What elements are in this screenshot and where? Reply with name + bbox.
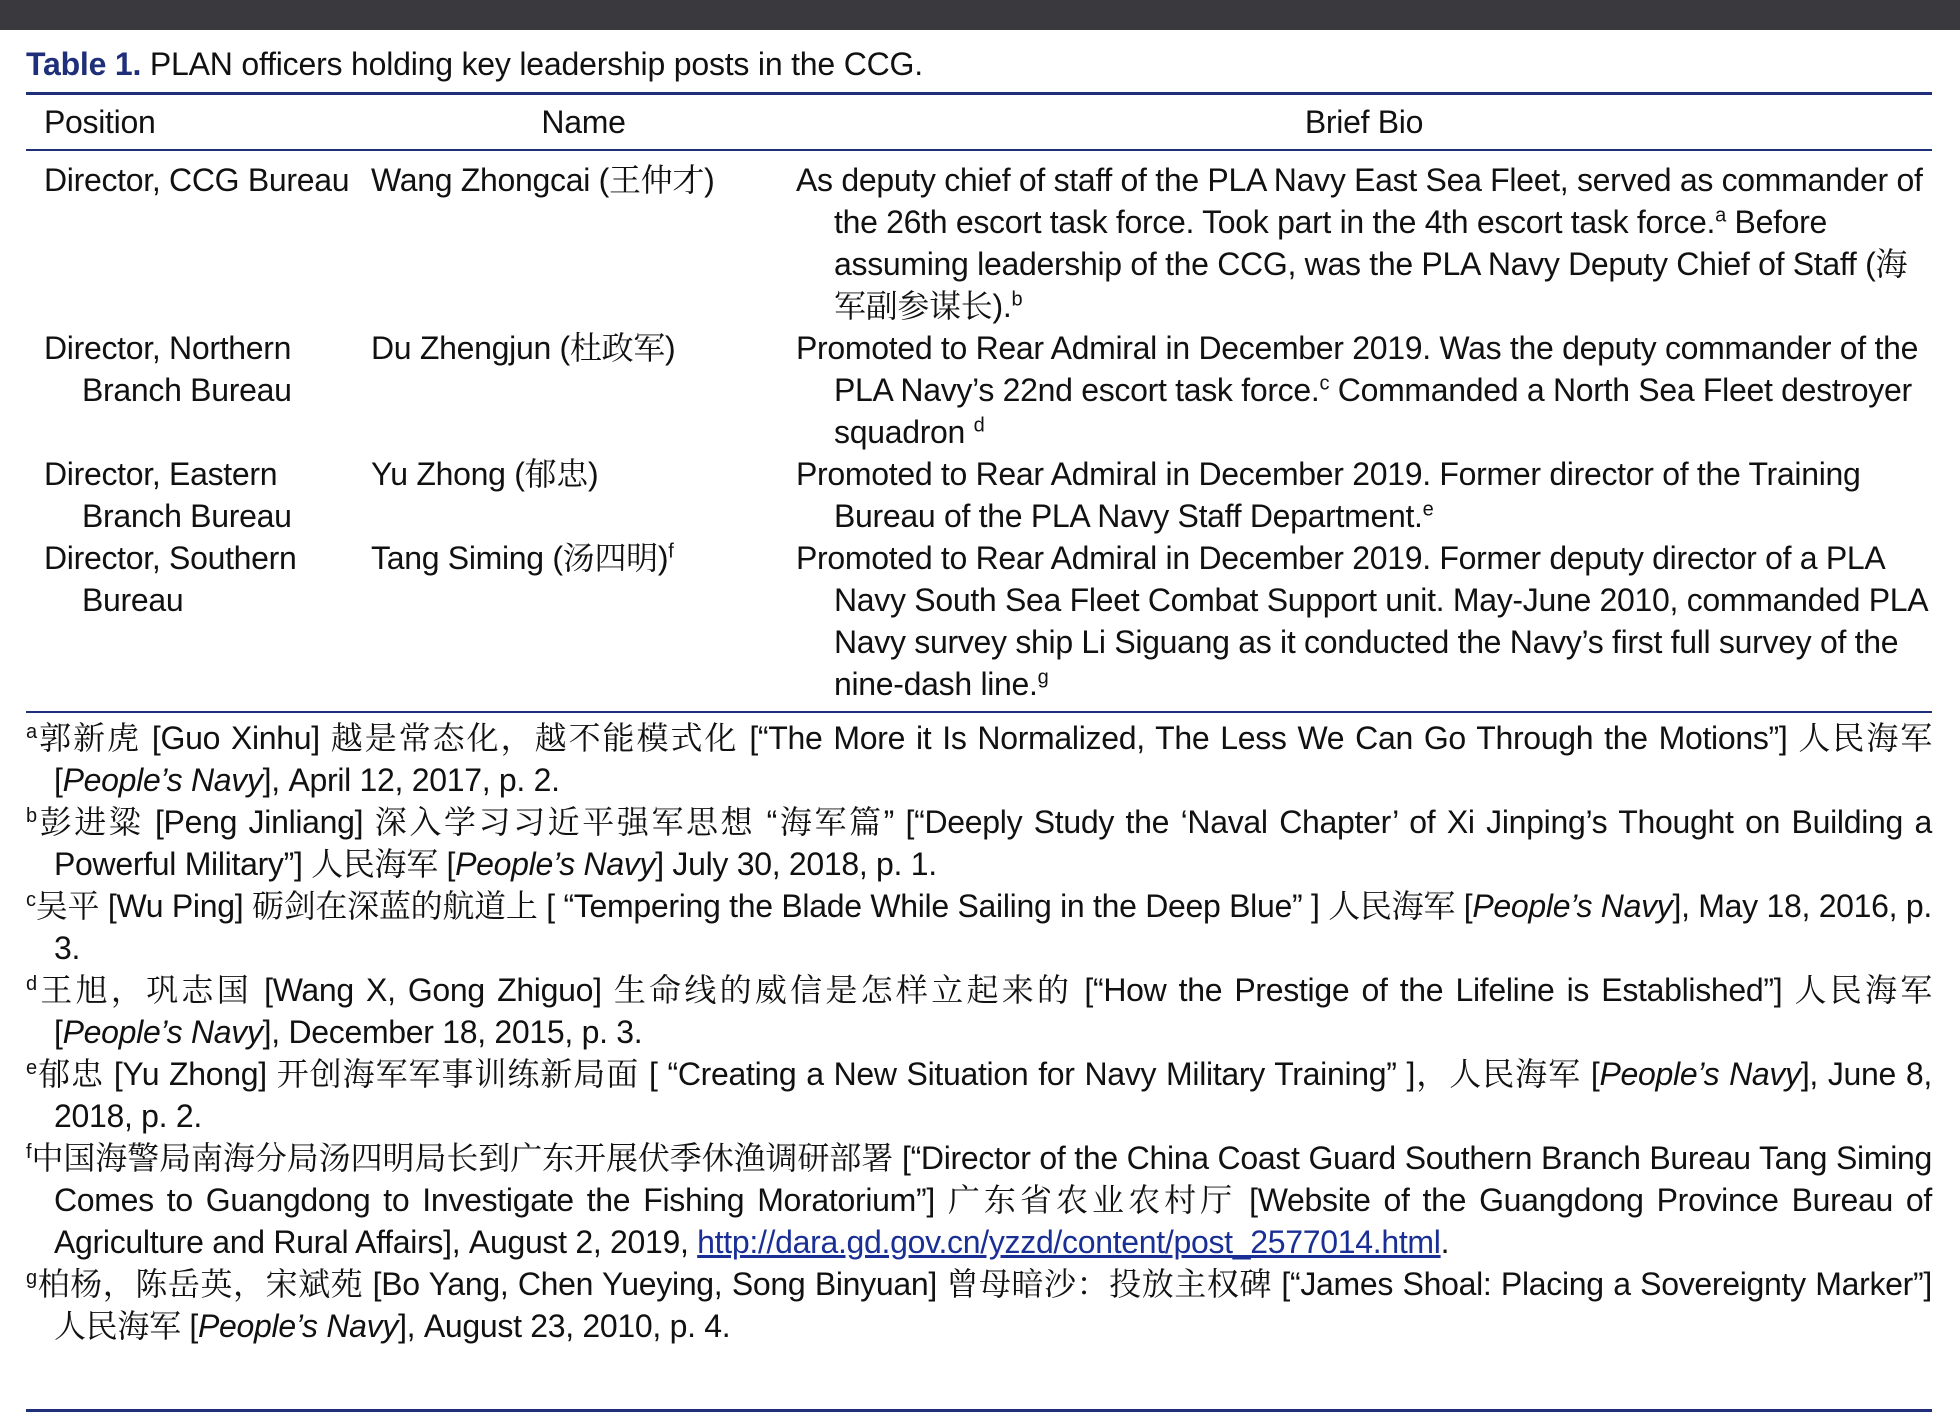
- footnote-ref[interactable]: g: [1037, 666, 1049, 689]
- leadership-table: [26, 95, 1932, 711]
- footnote-ref[interactable]: e: [1422, 498, 1434, 521]
- position-cell: Director, Eastern Branch Bureau: [44, 456, 292, 534]
- footnote-mark: f: [26, 1141, 32, 1163]
- bio-cell: Promoted to Rear Admiral in December 2019. Former deputy director of a PLA Navy South Sea Fleet Combat Support unit. May-June 2010, commanded PLA Navy survey ship Li Siguang as it conducted the Navy’s first full survey of the nine-dash line.$^g$: [796, 540, 1927, 702]
- footnote-mark: a: [26, 721, 37, 743]
- footnote-mark: g: [26, 1267, 37, 1289]
- bio-cell: As deputy chief of staff of the PLA Navy East Sea Fleet, served as commander of the 26th escort task force. Took part in the 4th escort task force.$^a$ Before assuming leadership of the CCG, was the PLA Navy Deputy Chief of Staff (海军副参谋长).$^b$: [796, 162, 1923, 324]
- table-row: [26, 537, 1932, 711]
- name-cell: Du Zhengjun (杜政军): [371, 330, 676, 366]
- footnote-ref[interactable]: b: [1011, 288, 1023, 311]
- footnote: $^e$郁忠 [Yu Zhong] 开创海军军事训练新局面 [ “Creating a New Situation for Navy Military Training” ]，人民海军 [People’s Navy], June 8, 2018, p. 2.: [26, 1056, 1932, 1134]
- header-bio: Brief Bio: [1304, 104, 1424, 140]
- name-cell: Yu Zhong (郁忠): [371, 456, 599, 492]
- table-row: [26, 327, 1932, 453]
- footnote-mark: c: [26, 889, 36, 911]
- header-position: Position: [44, 104, 156, 140]
- footnote: $^c$吴平 [Wu Ping] 砺剑在深蓝的航道上 [ “Tempering the Blade While Sailing in the Deep Blue” ] 人民海军 [People’s Navy], May 18, 2016, p. 3.: [26, 888, 1932, 966]
- bio-cell: Promoted to Rear Admiral in December 2019. Was the deputy commander of the PLA Navy’s 22nd escort task force.$^c$ Commanded a North Sea Fleet destroyer squadron $^d$: [796, 330, 1919, 450]
- position-cell: Director, Northern Branch Bureau: [44, 330, 292, 408]
- table-row: [26, 453, 1932, 537]
- table-row: [26, 151, 1932, 327]
- footnote: $^a$郭新虎 [Guo Xinhu] 越是常态化，越不能模式化 [“The More it Is Normalized, The Less We Can Go Through the Motions”] 人民海军 [People’s Navy], April 12, 2017, p. 2.: [26, 720, 1932, 798]
- table-title: PLAN officers holding key leadership posts in the CCG.: [141, 46, 923, 82]
- footnote-ref[interactable]: a: [1715, 204, 1726, 227]
- header-row: [26, 95, 1932, 149]
- page-bottom-rule: [26, 1409, 1932, 1412]
- viewer-top-bar: [0, 0, 1960, 30]
- footnote-mark: d: [26, 973, 37, 995]
- footnote: $^d$王旭，巩志国 [Wang X, Gong Zhiguo] 生命线的威信是怎样立起来的 [“How the Prestige of the Lifeline is Established”] 人民海军 [People’s Navy], December 18, 2015, p. 3.: [26, 972, 1932, 1050]
- footnote-mark: b: [26, 805, 37, 827]
- source-link[interactable]: http://dara.gd.gov.cn/yzzd/content/post_2577014.html: [697, 1224, 1441, 1260]
- footnote: $^g$柏杨，陈岳英，宋斌苑 [Bo Yang, Chen Yueying, Song Binyuan] 曾母暗沙：投放主权碑 [“James Shoal: Placing a Sovereignty Marker”] 人民海军 [People’s Navy], August 23, 2010, p. 4.: [26, 1266, 1932, 1344]
- table-caption: [26, 44, 1932, 84]
- footnote: $^f$中国海警局南海分局汤四明局长到广东开展伏季休渔调研部署 [“Director of the China Coast Guard Southern Branch Bureau Tang Siming Comes to Guangdong to Investigate the Fishing Moratorium”] 广东省农业农村厅 [Website of the Guangdong Province Bureau of Agriculture and Rural Affairs], August 2, 2019, http://dara.gd.gov.cn/yzzd/content/post_2577014.html.: [26, 1140, 1932, 1260]
- position-cell: Director, Southern Bureau: [44, 540, 297, 618]
- footnote-ref[interactable]: d: [973, 414, 985, 437]
- name-cell: Tang Siming (汤四明)$^f$: [371, 540, 674, 576]
- header-name: Name: [541, 104, 626, 140]
- footnote: $^b$彭进粱 [Peng Jinliang] 深入学习习近平强军思想 “海军篇” [“Deeply Study the ‘Naval Chapter’ of Xi Jinping’s Thought on Building a Powerful Military”] 人民海军 [People’s Navy] July 30, 2018, p. 1.: [26, 804, 1932, 882]
- bio-cell: Promoted to Rear Admiral in December 2019. Former director of the Training Bureau of the PLA Navy Staff Department.$^e$: [796, 456, 1861, 534]
- table-block: [26, 44, 1932, 1347]
- table-footnotes: [26, 713, 1932, 1347]
- footnote-mark: e: [26, 1057, 37, 1079]
- position-cell: Director, CCG Bureau: [44, 162, 350, 198]
- table-label: Table 1.: [26, 46, 142, 82]
- name-cell: Wang Zhongcai (王仲才): [371, 162, 715, 198]
- footnote-ref[interactable]: c: [1319, 372, 1330, 395]
- footnote-ref[interactable]: f: [668, 540, 674, 563]
